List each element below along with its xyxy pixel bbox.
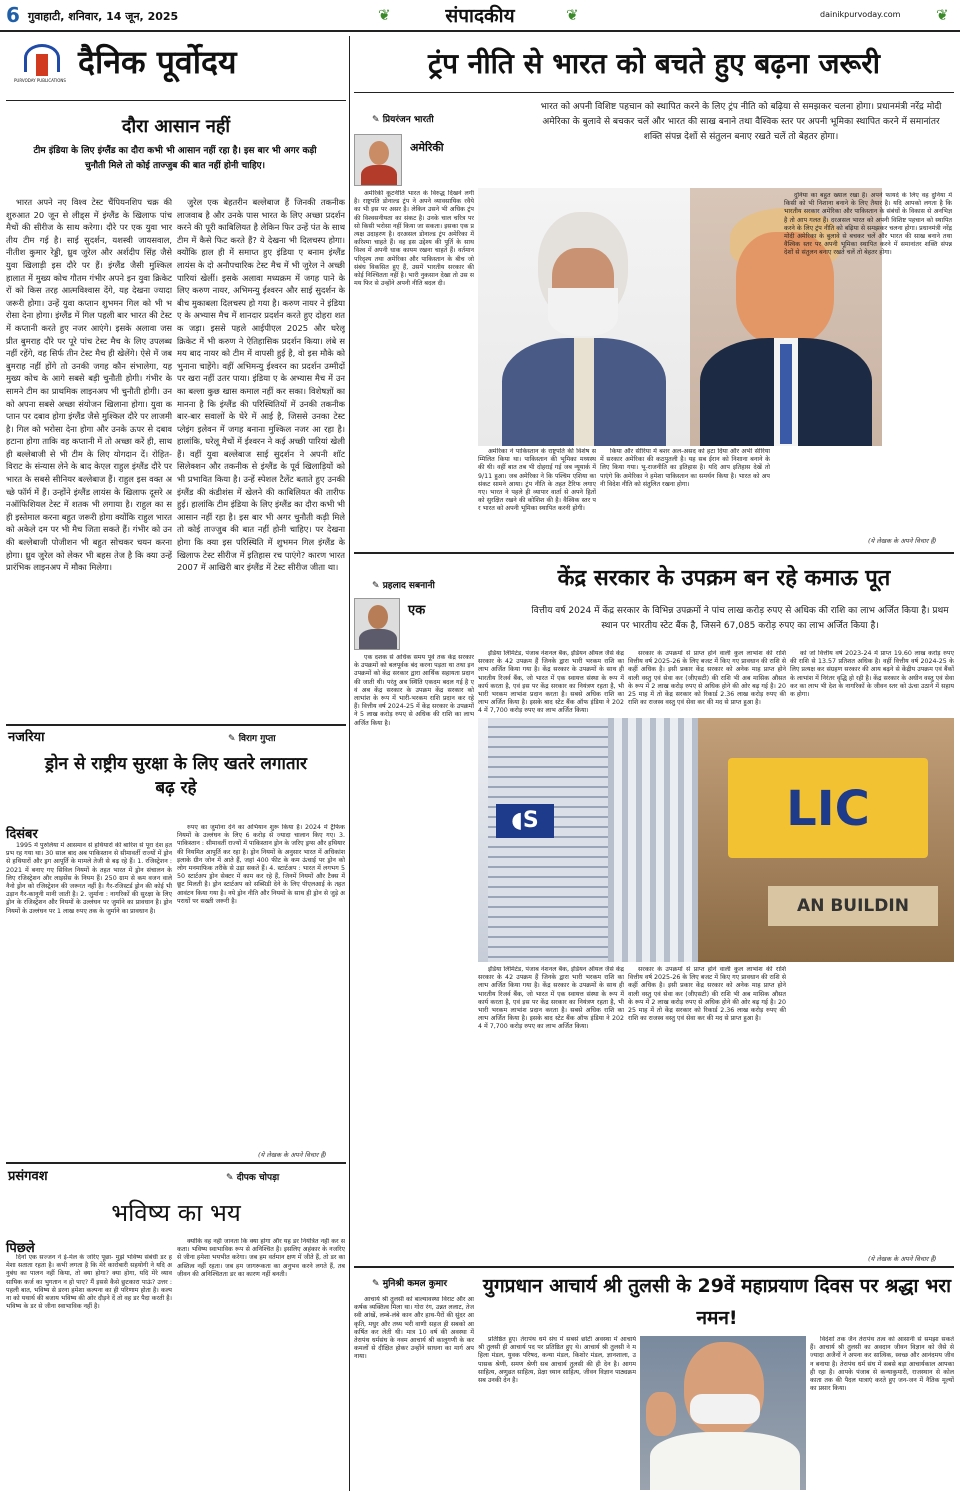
leaf-icon: ❦: [936, 6, 949, 24]
lic-building-photo: LIC AN BUILDIN: [698, 718, 954, 962]
trump-standfirst: भारत को अपनी विशिष्ट पहचान को स्थापित करने के लिए ट्रंप नीति को बढ़िया से समझकर चलना होगा। प्रधानमंत्री नरेंद्र मोदी अमेरिका के बुलावे से बचकर चलें और भारत की साख बनाने तथा वैश्विक स्तर पर अपनी भूमिका स्थापित करने में समानांतर शक्ति संपन्न देशों से संतुलन बनाए रखते चलें तो बेहतर होगा।: [540, 102, 942, 142]
page-header: [0, 0, 960, 32]
trump-author-photo: [354, 134, 402, 186]
prasangvash-title: भविष्य का भय: [111, 1199, 241, 1227]
psu-disclaimer: (ये लेखक के अपने विचार हैं): [868, 1255, 937, 1263]
trump-column-3: किया और सीरिया में बशर अल-असद को हटा दिया और अभी सीरिया में सरकार अमेरिका की कठपुतली है। यह सब ईरान को निशाना बनाने के लिए किया गया। भू-राजनीति का इतिहास है। यदि आप इतिहास देखें तो पाएंगे कि अमेरिका ने हमेशा पाकिस्तान का समर्थन किया है। भारत को अपनी विदेश नीति को संतुलित रखना होगा।: [600, 448, 770, 488]
editorial-standfirst: टीम इंडिया के लिए इंग्लैंड का दौरा कभी भी आसान नहीं रहा है। इस बार भी अगर कड़ी चुनौती मिले तो कोई ताज्जुब की बात नहीं होनी चाहिए।: [33, 146, 317, 171]
editorial-column-2: जुरेल एक बेहतरीन बल्लेबाज हैं जिनकी तकनीक लाजवाब है और उनके पास भारत के लिए अच्छा प्रदर्शन करने की पूरी काबिलियत है लेकिन फिर उन्हें पंत के साथ टीम में कैसे फिट करते हैं? ये देखना भी दिलचस्प होगा। क्योंकि हाल ही में समाप्त हुए इंडिया ए बनाम इंग्लैंड लायंस के दो अनौपचारिक टेस्ट मैच में भी जुरेल ने अच्छी पारियां खेलीं। इसके अलावा मध्यक्रम में जगह पाने के लिए करुण नायर, अभिमन्यु ईश्वरन और साई सुदर्शन के बीच मुकाबला दिलचस्प हो गया है। करुण नायर ने इंडिया ए के अभ्यास मैच में शानदार प्रदर्शन करते हुए दोहरा शतक जड़ा। इससे पहले आईपीएल 2025 और घरेलू क्रिकेट में भी करुण ने ऐतिहासिक प्रदर्शन किया। लंबे समय बाद नायर को टीम में वापसी हुई है, वो इस मौके को भुनाना चाहेंगे। वहीं अभिमन्यु ईश्वरन का प्रदर्शन उम्मीदों पर खरा नहीं उतर पाया। इंडिया ए के अभ्यास मैच में उनका बल्ला कुछ खास कमाल नहीं कर सका। विशेषज्ञों का मानना है कि इंग्लैंड की परिस्थितियों में उनकी तकनीक बार-बार सवालों के घेरे में आई है, जिससे उनका टेस्ट प्लेइंग इलेवन में जगह बनाना मुश्किल नजर आ रहा है। हालांकि, घरेलू मैचों में ईश्वरन ने कई अच्छी पारियां खेली हैं। वहीं युवा बल्लेबाज साई सुदर्शन ने अपनी शॉट सिलेक्शन और तकनीक से इंग्लैंड के पूर्व खिलाड़ियों को भी प्रभावित किया है। उन्हें स्पेशल टैलेंट बताते हुए उनकी इंग्लैंड की कंडीशंस में खेलने की काबिलियत की तारीफ हुई। हालांकि टीम इंडिया के लिए इंग्लैंड का दौरा कभी भी आसान नहीं रहा है। इस बार भी अगर चुनौती कड़ी मिले तो कोई ताज्जुब की बात नहीं होनी चाहिए। पर देखना होगा कि क्या इस परिस्थिति में शुभमन गिल इंग्लैंड के खिलाफ टेस्ट सीरीज में इतिहास रच पाएंगे? कारण भारत 2007 में आखिरी बार इंग्लैंड में टेस्ट सीरीज जीता था।: [177, 197, 345, 573]
psu-byline: ✎ प्रहलाद सबनानी: [372, 581, 435, 591]
nazariya-disclaimer: (ये लेखक के अपने विचार हैं): [258, 1151, 327, 1159]
sbi-building-photo: ◖S: [478, 718, 698, 962]
psu-column-3b: सरकार के उपक्रमों से प्राप्त होने वाली कुल लाभांश की राशि वित्तीय वर्ष 2025-26 के लिए बजट में किए गए प्रावधान की राशि से कहीं अधिक है। इसी प्रकार केंद्र सरकार को अनेक माह प्राप्त होने वाली वस्तु एवं सेवा कर (जीएसटी) की राशि भी अब मासिक औसत के रूप में 2 लाख करोड़ रुपए से अधिक होने की ओर बढ़ गई है। 2025 माह में तो केंद्र सरकार को रिकार्ड 2.36 लाख करोड़ रुपए की राशि का राजस्व वस्तु एवं सेवा कर की मद से प्राप्त हुआ है।: [628, 966, 786, 1023]
masthead-title: दैनिक पूर्वोदय: [78, 43, 237, 81]
section-label-nazariya: नजरिया: [8, 730, 45, 745]
prasangvash-column-1: दिनों एक सज्जन ने ई-मेल के जरिए पूछा- मुझे भविष्य संबंधी डर हमेशा सताता रहता है। कभी लगता है कि मेरे कारोबारी सहयोगी ने यदि अनुबंध का पालन नहीं किया, तो क्या होगा? क्या होगा, यदि मेरे व्यावसायिक कर्ज का भुगतान न हो पाए? मैं इससे कैसे छुटकारा पाऊं? उत्तर : पहली बात, भविष्य से डरना हमेशा कल्पना का ही परिणाम होता है। कल्पना को यथार्थ की बजाय भविष्य की ओर दौड़ने दें तो वह डर पैदा करती है। भविष्य के डर से जीना स्वाभाविक नहीं है।: [6, 1254, 172, 1311]
nazariya-title: ड्रोन से राष्ट्रीय सुरक्षा के लिए खतरे लगातार बढ़ रहे: [45, 754, 307, 798]
nazariya-byline: ✎ विराग गुप्ता: [228, 734, 276, 744]
logo-caption: PURVODAY PUBLICATIONS: [14, 78, 66, 83]
modi-photo: [478, 188, 690, 446]
dateline: गुवाहाटी, शनिवार, 14 जून, 2025: [28, 10, 179, 23]
tulsi-column-2: प्रतिष्ठित हुए। तेरापंथ धर्म संघ में सबसे छोटी अवस्था में आचार्य श्री तुलसी ही आचार्य पद पर प्रतिष्ठित हुए थे। आचार्य श्री तुलसी ने महिला मंडल, युवक परिषद, कन्या मंडल, किशोर मंडल, ज्ञानशाला, उपासक श्रेणी, समण श्रेणी सब आचार्य तुलसी की ही देन है। आगम साहित्य, अणुव्रत साहित्य, प्रेक्षा ध्यान साहित्य, जीवन विज्ञान पाठ्यक्रम सब उनकी देन है।: [478, 1336, 636, 1385]
trump-column-4: दुनिया का बहुत ख्याल रखा है। अपने फायदे के लिए वह दुनिया में किसी को भी निशाना बनाने के लिए तैयार है। यदि आपको लगता है कि भारतीय सरकार अमेरिका और पाकिस्तान के संबंधों के विकास से अनभिज्ञ है तो आप गलत हैं। दरअसल भारत को अपनी विशिष्ट पहचान को स्थापित करने के लिए ट्रंप नीति को बढ़िया से समझकर चलना होगा। प्रधानमंत्री नरेंद्र मोदी अमेरिका के बुलावे से बचकर चलें और भारत की साख बनाने तथा वैश्विक स्तर पर अपनी भूमिका स्थापित करने में समानांतर शक्ति संपन्न देशों से संतुलन बनाए रखते चलें तो बेहतर होगा।: [784, 192, 952, 257]
page-number: 6: [6, 3, 20, 27]
nazariya-dropword: दिसंबर: [6, 827, 38, 842]
psu-author-photo: [354, 598, 400, 650]
prasangvash-column-2: क्योंकि वह नहीं जानता कि क्या होगा और यह डर नियंत्रित नहीं कर सकता। भविष्य स्वाभाविक रूप से अनिश्चित है। इसलिए अहंकार के नजरिए से जीना हमेशा भयभीत करेगा। जब हम वर्तमान क्षण में जीते हैं, तो डर का अस्तित्व नहीं रहता। जब हम जागरूकता का अनुभव करने लगते हैं, तब जीवन की अनिश्चितता डर का कारण नहीं बनती।: [177, 1238, 345, 1278]
nazariya-column-1: 1995 में पुरुलिया में आसमान से हथियारों की बारिश से पूरा देश हतप्रभ रह गया था। 30 साल बाद अब पाकिस्तान से सीमावर्ती राज्यों में ड्रोन से हथियारों और ड्रग आपूर्ति के मामले तेजी से बढ़ रहे हैं। 1. रजिस्ट्रेशन : 2021 में बनाए गए सिविल नियमों के तहत भारत में ड्रोन संचालन के लिए रजिस्ट्रेशन और लाइसेंस के नियम हैं। 250 ग्राम से कम वजन वाले नैनो ड्रोन को रजिस्ट्रेशन की जरूरत नहीं है। गैर-रजिस्टर्ड ड्रोन की कोई भी उड़ान गैर-कानूनी मानी जाती है। 2. जुर्माना : नागरिकों की सुरक्षा के लिए ड्रोन के रजिस्ट्रेशन और नियमों के उल्लंघन पर जुर्माने का प्रावधान है। ड्रोन नियमों के उल्लंघन पर 1 लाख रुपए तक के जुर्माने का प्रावधान है।: [6, 842, 172, 915]
psu-column-4: को जो वित्तीय वर्ष 2023-24 में प्राप्त 19.60 लाख करोड़ रुपए की राशि से 13.57 प्रतिशत अधिक है। वहीं वित्तीय वर्ष 2024-25 के लिए प्रत्यक्ष कर संग्रहण सरकार की आय बढ़ने से केंद्रीय उपक्रम एवं बैंकों के लाभांश में निरंतर वृद्धि हो रही है। केंद्र सरकार के अधीन वस्तु एवं सेवा कर का लाभ भी देश के नागरिकों के जीवन स्तर को ऊंचा उठाने में सहायक होगा।: [790, 650, 954, 699]
leaf-icon: ❦: [378, 6, 391, 24]
section-title: संपादकीय: [445, 5, 515, 27]
psu-column-3: सरकार के उपक्रमों से प्राप्त होने वाली कुल लाभांश की राशि वित्तीय वर्ष 2025-26 के लिए बजट में किए गए प्रावधान की राशि से कहीं अधिक है। इसी प्रकार केंद्र सरकार को अनेक माह प्राप्त होने वाली वस्तु एवं सेवा कर (जीएसटी) की राशि भी अब मासिक औसत के रूप में 2 लाख करोड़ रुपए से अधिक होने की ओर बढ़ गई है। 2025 माह में तो केंद्र सरकार को रिकार्ड 2.36 लाख करोड़ रुपए की राशि का राजस्व वस्तु एवं सेवा कर की मद से प्राप्त हुआ है।: [628, 650, 786, 707]
trump-column-2: अमेरिका ने पाकिस्तान के राष्ट्रपति की विशेष सम्मिलित किया था। पाकिस्तान की भूमिका मध्यस्थ की थी। वहीं बात तब भी दोहराई गई जब न्यूयार्क में 9/11 हुआ। जब अमेरिका ने कि पश्चिम एशिया का संकट सामने आया। ट्रंप नीति के तहत टैरिफ लगाए गए। भारत ने पहले ही व्यापार वार्ता से अपने हितों को सुरक्षित रखने की कोशिश की है। वैश्विक स्तर पर भारत को अपनी भूमिका स्थापित करनी होगी।: [478, 448, 596, 513]
masthead: [6, 40, 346, 98]
psu-article-title: केंद्र सरकार के उपक्रम बन रहे कमाऊ पूत: [557, 566, 891, 591]
leaf-icon: ❦: [566, 6, 579, 24]
section-label-prasangvash: प्रसंगवश: [8, 1169, 48, 1184]
prasangvash-dropword: पिछले: [6, 1241, 35, 1256]
ek-caption: एक: [408, 603, 426, 618]
tulsi-article-title: युगप्रधान आचार्य श्री तुलसी के 29वें महाप्रयाण दिवस पर श्रद्धा भरा नमन!: [482, 1275, 952, 1329]
psu-column-2: इंडिया लिमिटेड, पंजाब नेशनल बैंक, इंडियन ऑयल जैसे केंद्र सरकार के 42 उपक्रम हैं जिनके द्वारा भारी भरकम राशि का लाभ अर्जित किया गया है। केंद्र सरकार के उपक्रमों के साथ ही भारतीय रिजर्व बैंक, जो भारत में एक स्वायत्त संस्था के रूप में कार्य करता है, एवं इस पर केंद्र सरकार का नियंत्रण रहता है, भी भारी भरकम लाभांश प्रदान करता है। सबसे अधिक राशि का लाभ अर्जित किया है। इसके बाद स्टेट बैंक ऑफ इंडिया ने 2024 में 7,700 करोड़ रुपए का लाभ अर्जित किया।: [478, 650, 624, 714]
trump-byline: ✎ प्रियरंजन भारती: [372, 115, 434, 125]
psu-column-1: एक दशक से अधिक समय पूर्व तक केंद्र सरकार के उपक्रमों को बलपूर्वक बंद करना पड़ता था तथा इन उपक्रमों को केंद्र सरकार द्वारा आर्थिक सहायता प्रदान की जाती थी। परंतु अब स्थिति एकदम बदल गई है एवं अब केंद्र सरकार के उपक्रम केंद्र सरकार को लाभांश के रूप में भारी-भरकम राशि प्रदान कर रहे हैं। वित्तीय वर्ष 2024-25 में केंद्र सरकार के उपक्रमों ने 5 लाख करोड़ रुपए से अधिक की राशि का लाभ अर्जित किया है।: [354, 654, 474, 727]
editorial-column-1: भारत अपने नए विश्व टेस्ट चैंपियनशिप चक्र की शुरुआत 20 जून से लीड्स में इंग्लैंड के खिलाफ पांच मैचों की सीरीज के साथ करेगा। दौरे पर एक युवा भारतीय टीम गई है। साई सुदर्शन, यशस्वी जायसवाल, नीतीश कुमार रेड्डी, ध्रुव जुरेल और अर्शदीप सिंह जैसे युवा खिलाड़ी इस दौरे पर हैं। इंग्लैंड जैसी मुश्किल हालात में मुख्य कोच गौतम गंभीर अपने इन युवा क्रिकेटरों को किस तरह आत्मविश्वास देंगे, यह देखना ज्यादा जरूरी होगा। उन्हें युवा कप्तान शुभमन गिल को भी भरोसा देना होगा। इंग्लैंड में गिल पहली बार भारत की टेस्ट में कप्तानी करते हुए नजर आएंगे। इसके अलावा जसप्रीत बुमराह दौरे पर पूरे पांच टेस्ट मैच के लिए उपलब्ध नहीं रहेंगे, वह सिर्फ तीन टेस्ट मैच ही खेलेंगे। ऐसे में जब बुमराह नहीं होंगे तो उनकी जगह कौन संभालेगा, यह मुख्य कोच के आगे सबसे बड़ी चुनौती होगी। गंभीर के सामने टीम का प्राथमिक लाइनअप भी चुनौती होगी। उनको अपना सबसे अच्छा संयोजन खिलाना होगा। युवा कप्तान पर दबाव होगा इंग्लैंड जैसे मुश्किल दौरे पर लाजमी है। गिल को भरोसा देना होगा और उनके ऊपर से दबाव हटाना होगा ताकि वह कप्तानी में तो अच्छा करें ही, साथ ही बल्लेबाजी से भी टीम के लिए योगदान दें। रोहित-विराट के संन्यास लेने के बाद केएल राहुल इंग्लैंड दौरे पर भारत के सबसे सीनियर बल्लेबाज हैं। राहुल इस वक्त अच्छे फॉर्म में हैं। उन्होंने इंग्लैंड लायंस के खिलाफ दूसरे अनऑफिशियल टेस्ट में शतक भी लगाया है। राहुल का सही इस्तेमाल करना बहुत जरूरी होगा क्योंकि राहुल भारत को अकेले दम पर भी मैच जिता सकते हैं। गंभीर को उनकी बल्लेबाजी पोजीशन भी बहुत सोचकर चयन करना होगा। ध्रुव जुरेल को लेकर भी बहस तेज है कि क्या उन्हें प्रारंभिक लाइनअप में मौका मिलेगा।: [6, 197, 172, 573]
website-link[interactable]: dainikpurvoday.com: [820, 10, 901, 19]
psu-standfirst: वित्तीय वर्ष 2024 में केंद्र सरकार के विभिन्न उपक्रमों ने पांच लाख करोड़ रुपए से अधिक की राशि का लाभ अर्जित किया है। प्रथम स्थान पर भारतीय स्टेट बैंक है, जिसने 67,085 करोड़ रुपए का लाभ अर्जित किया है।: [531, 606, 949, 631]
prasangvash-byline: ✎ दीपक चोपड़ा: [226, 1173, 280, 1183]
editorial-title: दौरा आसान नहीं: [121, 116, 231, 137]
tulsi-column-1: आचार्य श्री तुलसी को बाल्यावस्था विराट और आकर्षक व्यक्तित्व मिला था। गोरा रंग, उन्नत ललाट, तेजस्वी आंखें, लम्बे-लंबे कान और हाथ-पैरों की सुंदर आकृति, मधुर और तथ्य भरी वाणी सहज ही सबको आकर्षित कर लेती थी। मात्र 10 वर्ष की अवस्था में तेरापंथ धर्मसंघ के नवम आचार्य श्री कालूगणी के कर कमलों से दीक्षित होकर उन्होंने साधना का मार्ग अपनाया।: [354, 1296, 474, 1361]
psu-column-2b: इंडिया लिमिटेड, पंजाब नेशनल बैंक, इंडियन ऑयल जैसे केंद्र सरकार के 42 उपक्रम हैं जिनके द्वारा भारी भरकम राशि का लाभ अर्जित किया गया है। केंद्र सरकार के उपक्रमों के साथ ही भारतीय रिजर्व बैंक, जो भारत में एक स्वायत्त संस्था के रूप में कार्य करता है, एवं इस पर केंद्र सरकार का नियंत्रण रहता है, भी भारी भरकम लाभांश प्रदान करता है। सबसे अधिक राशि का लाभ अर्जित किया है। इसके बाद स्टेट बैंक ऑफ इंडिया ने 2024 में 7,700 करोड़ रुपए का लाभ अर्जित किया।: [478, 966, 624, 1031]
american-caption: अमेरिकी: [410, 141, 444, 154]
trump-column-1: अमेरिकी कूटनीति भारत के विरुद्ध दिखने लगी है। राष्ट्रपति डोनाल्ड ट्रंप ने अपने व्यावसायिक रवैये का भी इस पर असर है। लेकिन उसने भी अधिक ट्रंप की विश्वसनीयता का संकट है। उनके चाल चरित्र पर सो किसी भरोसा नहीं किया जा सकता। इसका एक प्रत्यक्ष उदाहरण है। दरअसल डोनाल्ड ट्रंप अमेरिका में करिश्मा चाहते हैं। वह इस उद्देश्य की पूर्ति के साथ विश्व में अपनी धाक कायम रखना चाहते हैं। वर्तमान परिदृश्य तथा अमेरिका और पाकिस्तान के बीच जो संबंध विकसित हुए हैं, उसमें भारतीय सरकार की कोई निश्चितता नहीं है। भारी नुकसान देखा तो उस समय फिर से उन्होंने अपनी नीति बदल दी।: [354, 190, 474, 288]
trump-article-title: ट्रंप नीति से भारत को बचते हुए बढ़ना जरूरी: [428, 47, 880, 80]
tulsi-byline: ✎ मुनिश्री कमल कुमार: [372, 1279, 448, 1289]
publication-logo: [14, 44, 66, 84]
trump-disclaimer: (ये लेखक के अपने विचार हैं): [868, 537, 937, 545]
nazariya-column-2: रुपए का जुर्माना देने का अभियान शुरू किया है। 2024 में ट्रैफिक नियमों के उल्लंघन के लिए 6 करोड़ से ज्यादा चालान किए गए। 3. पाकिस्तान : सीमावर्ती राज्यों में पाकिस्तान ड्रोन के जरिए ड्रग्स और हथियार की नियमित आपूर्ति कर रहा है। ड्रोन नियमों के अनुसार भारत में अधिकांश इलाके ग्रीन जोन में आते हैं, जहां 400 फीट के कम ऊंचाई पर ड्रोन को लोग मनमाफिक तरीके से उड़ा सकते हैं। 4. स्टार्टअप : भारत में लगभग 550 स्टार्टअप ड्रोन सेक्टर में काम कर रहे हैं, जिनमें नियमों और टैक्स में छूट मिलती है। ड्रोन स्टार्टअप को सब्सिडी देने के लिए पीएलआई के तहत आवंटन किया गया है। नये ड्रोन नीति और नियमों के साथ ही ड्रोन से जुड़े अपराधों पर सख्ती जरूरी है।: [177, 824, 345, 905]
tulsi-column-3: विदेशों तक जैन तेरापंथ तत्व को आसानी से समझा सकते हैं। आचार्य श्री तुलसी का अवदान जीवन विज्ञान को जैसे से ज्यादा अजैनों ने अपना कर सात्विक, स्वच्छ और आनंदमय जीवन बनाया है। तेरापंथ धर्म संघ में सबसे बड़ा आचार्यकाल आपका ही रहा है। आपके पंजाब से कन्याकुमारी, राजस्थान से कोलकाता तक की पैदल यात्राएं करते हुए जन-जन में नैतिक मूल्यों का प्रसार किया।: [810, 1336, 954, 1393]
acharya-tulsi-photo: [640, 1336, 806, 1490]
